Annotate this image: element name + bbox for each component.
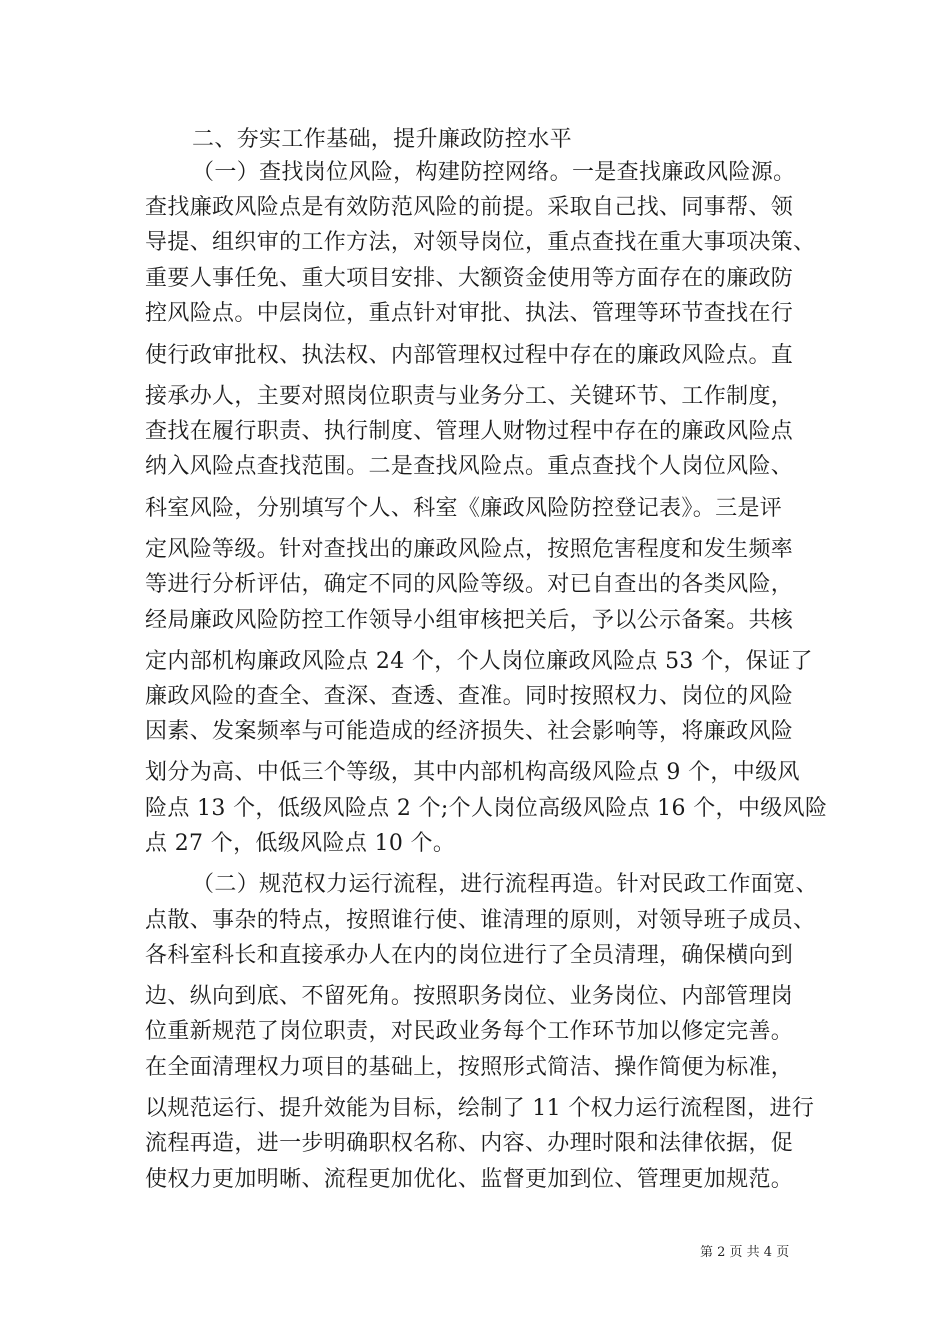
paragraph-line: 边、纵向到底、不留死角。按照职务岗位、业务岗位、内部管理岗 xyxy=(145,984,794,1009)
paragraph-line: 廉政风险的查全、查深、查透、查准。同时按照权力、岗位的风险 xyxy=(145,684,794,709)
paragraph-line: 点 27 个，低级风险点 10 个。 xyxy=(145,831,456,856)
paragraph-line: 科室风险，分别填写个人、科室《廉政风险防控登记表》。三是评 xyxy=(145,496,783,521)
paragraph-line: 纳入风险点查找范围。二是查找风险点。重点查找个人岗位风险、 xyxy=(145,454,794,479)
paragraph-line: 重要人事任免、重大项目安排、大额资金使用等方面存在的廉政防 xyxy=(145,266,794,291)
paragraph-line: 险点 13 个，低级风险点 2 个;个人岗位高级风险点 16 个，中级风险 xyxy=(145,796,828,821)
paragraph-line: 流程再造，进一步明确职权名称、内容、办理时限和法律依据，促 xyxy=(145,1131,794,1156)
paragraph-line: 控风险点。中层岗位，重点针对审批、执法、管理等环节查找在行 xyxy=(145,301,794,326)
paragraph-line: 各科室科长和直接承办人在内的岗位进行了全员清理，确保横向到 xyxy=(145,943,794,968)
paragraph-line: （二）规范权力运行流程，进行流程再造。针对民政工作面宽、 xyxy=(192,872,818,897)
paragraph-line: 在全面清理权力项目的基础上，按照形式简洁、操作简便为标准， xyxy=(145,1055,794,1080)
paragraph-line: 等进行分析评估，确定不同的风险等级。对已自查出的各类风险， xyxy=(145,572,794,597)
paragraph-line: 使权力更加明晰、流程更加优化、监督更加到位、管理更加规范。 xyxy=(145,1167,794,1192)
paragraph-line: 接承办人，主要对照岗位职责与业务分工、关键环节、工作制度， xyxy=(145,384,794,409)
paragraph-line: 查找廉政风险点是有效防范风险的前提。采取自己找、同事帮、领 xyxy=(145,195,794,220)
paragraph-line: 经局廉政风险防控工作领导小组审核把关后，予以公示备案。共核 xyxy=(145,608,794,633)
paragraph-line: 以规范运行、提升效能为目标，绘制了 11 个权力运行流程图，进行 xyxy=(145,1096,815,1121)
page-number: 第 2 页 共 4 页 xyxy=(700,1245,790,1260)
paragraph-line: 因素、发案频率与可能造成的经济损失、社会影响等，将廉政风险 xyxy=(145,719,794,744)
section-heading: 二、夯实工作基础，提升廉政防控水平 xyxy=(192,127,572,152)
paragraph-line: 导提、组织审的工作方法，对领导岗位，重点查找在重大事项决策、 xyxy=(145,230,816,255)
paragraph-line: 位重新规范了岗位职责，对民政业务每个工作环节加以修定完善。 xyxy=(145,1019,794,1044)
paragraph-line: 定风险等级。针对查找出的廉政风险点，按照危害程度和发生频率 xyxy=(145,537,794,562)
paragraph-line: 使行政审批权、执法权、内部管理权过程中存在的廉政风险点。直 xyxy=(145,343,794,368)
paragraph-line: （一）查找岗位风险，构建防控网络。一是查找廉政风险源。 xyxy=(192,160,796,185)
paragraph-line: 划分为高、中低三个等级，其中内部机构高级风险点 9 个，中级风 xyxy=(145,760,800,785)
paragraph-line: 点散、事杂的特点，按照谁行使、谁清理的原则，对领导班子成员、 xyxy=(145,908,816,933)
paragraph-line: 查找在履行职责、执行制度、管理人财物过程中存在的廉政风险点 xyxy=(145,419,794,444)
paragraph-line: 定内部机构廉政风险点 24 个，个人岗位廉政风险点 53 个，保证了 xyxy=(145,649,813,674)
